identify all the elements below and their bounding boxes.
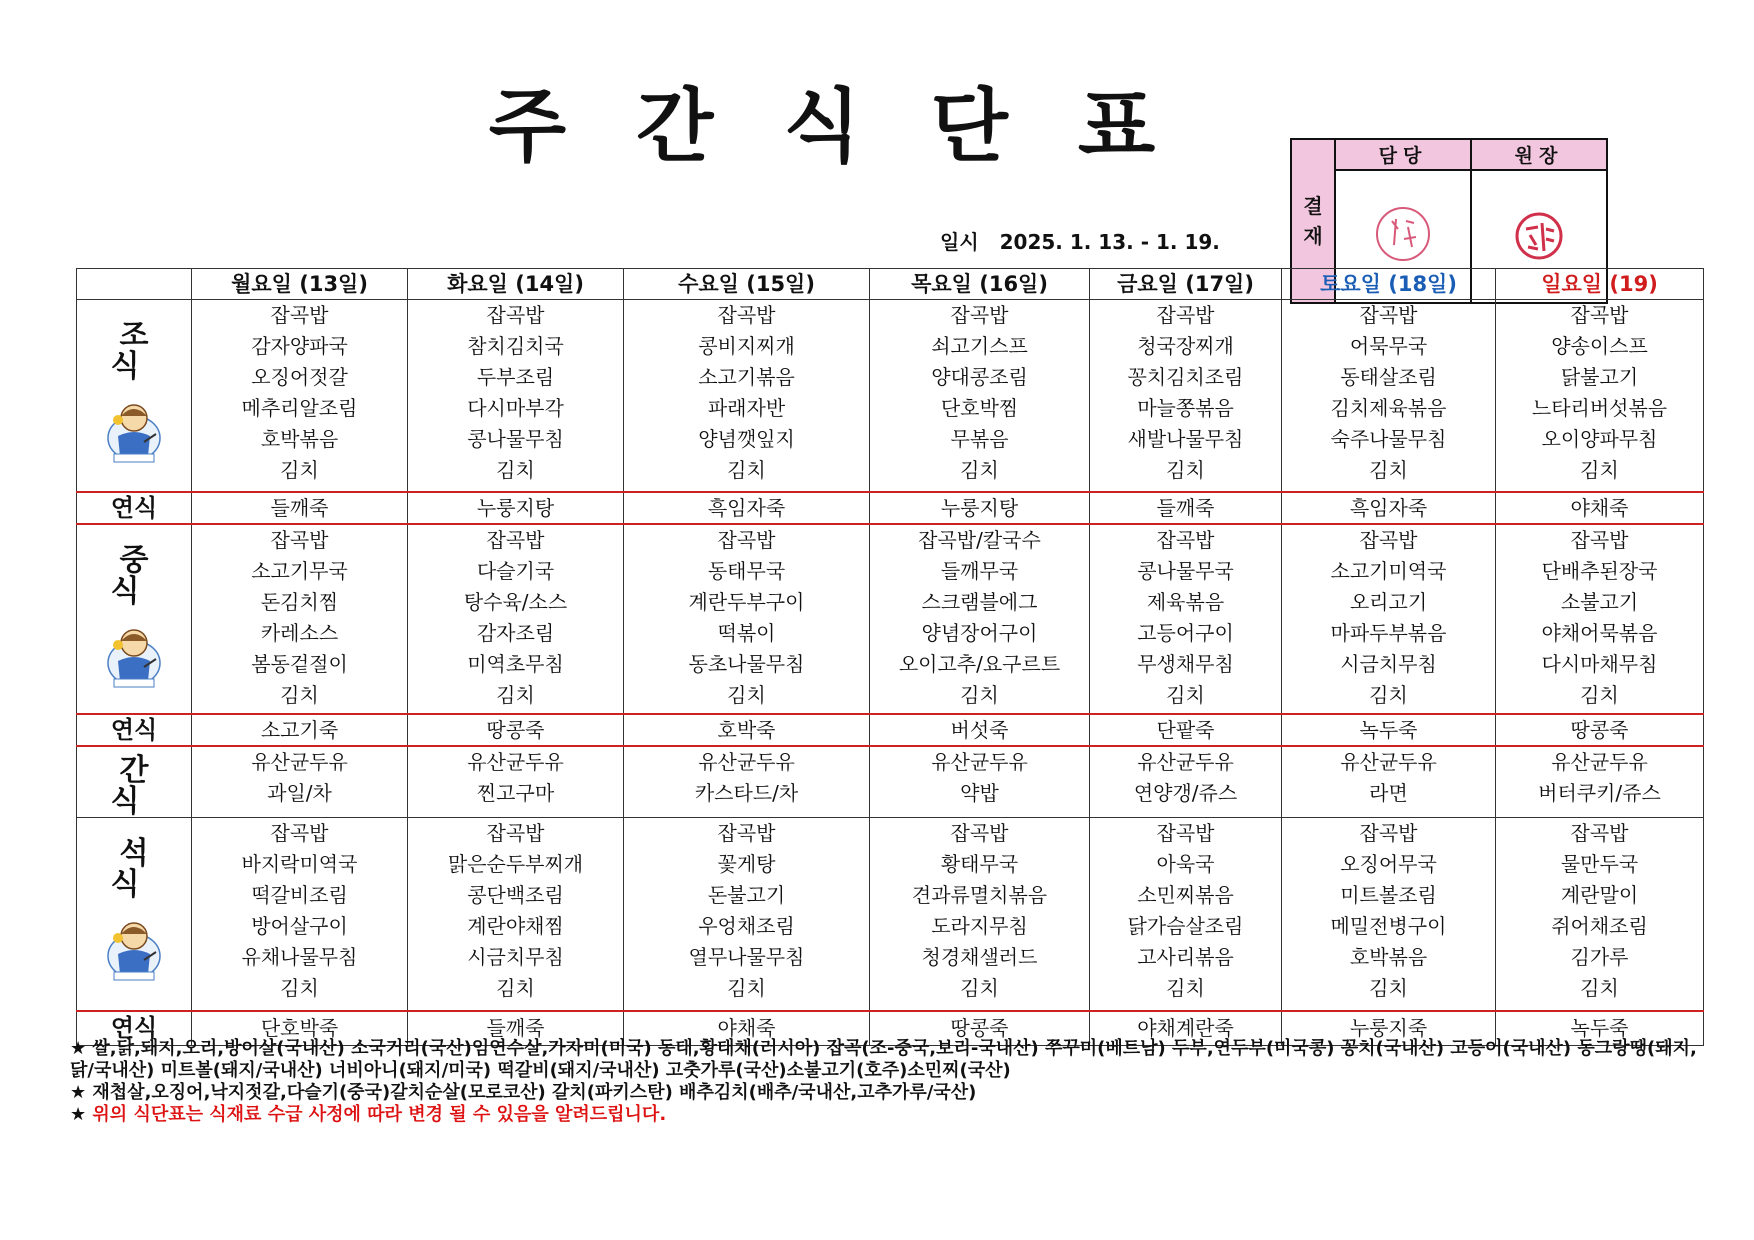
menu-item: 계란두부구이: [688, 589, 805, 614]
menu-item: 청경채샐러드: [921, 944, 1038, 969]
menu-item: 열무나물무침: [688, 944, 805, 969]
menu-item: 탕수육/소스: [463, 589, 568, 614]
menu-cell: [624, 817, 870, 1011]
meal-label: [77, 524, 192, 714]
menu-item: 약밥: [960, 780, 999, 805]
menu-item: 메밀전병구이: [1330, 913, 1447, 938]
menu-item: 잡곡밥: [1570, 303, 1629, 327]
page-title: 주간식단표: [488, 80, 1226, 173]
menu-item: 잡곡밥: [717, 820, 776, 845]
menu-item: 김치제육볶음: [1330, 396, 1447, 420]
menu-item: 잡곡밥: [486, 527, 545, 552]
menu-item: 과일/차: [267, 780, 332, 805]
meal-label-text: 조 식: [110, 318, 167, 384]
menu-cell: [1282, 300, 1496, 492]
menu-item: 김치: [496, 975, 535, 1000]
menu-item: 꽃게탕: [717, 851, 776, 876]
menu-item: 카스타드/차: [694, 780, 799, 805]
snack-item: 흑임자죽: [1349, 495, 1428, 520]
menu-item: 양념장어구이: [921, 620, 1038, 645]
menu-item: 연양갱/쥬스: [1133, 780, 1238, 805]
approval-header-director: 원장: [1471, 139, 1607, 170]
menu-item: 유산균두유: [698, 749, 795, 774]
menu-item: 미역초무침: [467, 651, 564, 676]
snack-cell: [1282, 714, 1496, 746]
meal-label: [77, 817, 192, 1011]
menu-item: 느타리버섯볶음: [1531, 396, 1668, 420]
menu-cell: [1090, 817, 1282, 1011]
menu-item: 콩나물무침: [467, 427, 564, 451]
menu-item: 김치: [1166, 975, 1205, 1000]
menu-item: 꽁치김치조림: [1127, 365, 1244, 389]
menu-item: 스크램블에그: [921, 589, 1038, 614]
menu-item: 잡곡밥: [270, 820, 329, 845]
menu-item: 계란말이: [1560, 882, 1639, 907]
menu-cell: [192, 817, 408, 1011]
menu-item: 단호박찜: [940, 396, 1019, 420]
menu-item: 버터쿠키/쥬스: [1538, 780, 1661, 805]
menu-item: 무생채무침: [1137, 651, 1234, 676]
meal-label-text: 중 식: [110, 542, 167, 609]
menu-item: 김치: [960, 682, 999, 707]
menu-cell: [1496, 746, 1704, 818]
menu-item: 메추리알조림: [241, 396, 358, 420]
menu-item: 오징어무국: [1340, 851, 1437, 876]
meal-label: [77, 300, 192, 492]
menu-item: 돈불고기: [707, 882, 786, 907]
menu-item: 김가루: [1570, 944, 1629, 969]
snack-cell: [1496, 492, 1704, 524]
snack-item: 땅콩죽: [1570, 717, 1629, 742]
menu-item: 김치: [960, 458, 999, 482]
day-header: 화요일 (14일): [408, 269, 624, 300]
menu-item: 잡곡밥: [1570, 527, 1629, 552]
menu-cell: [1282, 524, 1496, 714]
snack-item: 땅콩죽: [950, 1016, 1009, 1041]
menu-item: 소민찌볶음: [1137, 882, 1234, 907]
menu-item: 콩비지찌개: [698, 334, 795, 358]
menu-item: 김치: [1369, 975, 1408, 1000]
child-study-icon: [104, 398, 164, 470]
menu-item: 황태무국: [940, 851, 1019, 876]
approval-label: 결 재: [1291, 139, 1335, 303]
day-header: 수요일 (15일): [624, 269, 870, 300]
snack-item: 녹두죽: [1570, 1016, 1629, 1041]
menu-item: 다슬기국: [476, 558, 555, 583]
menu-cell: [870, 746, 1090, 818]
snack-cell: [192, 492, 408, 524]
menu-item: 잡곡밥: [1359, 527, 1418, 552]
meal-row-snack3: [77, 746, 1704, 818]
menu-item: 잡곡밥: [1156, 527, 1215, 552]
snack-item: 녹두죽: [1359, 717, 1418, 742]
menu-item: 김치: [1580, 682, 1619, 707]
snack-cell: [192, 714, 408, 746]
notes: [70, 1038, 1710, 1126]
menu-cell: [870, 300, 1090, 492]
snack-item: 버섯죽: [950, 717, 1009, 742]
menu-item: 소고기미역국: [1330, 558, 1447, 583]
snack-item: 들깨죽: [270, 495, 329, 520]
menu-item: 떡볶이: [717, 620, 776, 645]
seal-stamp-icon: [1504, 199, 1574, 269]
date-value: 2025. 1. 13. - 1. 19.: [999, 230, 1220, 254]
menu-item: 김치: [496, 682, 535, 707]
menu-item: 김치: [727, 975, 766, 1000]
menu-item: 마파두부볶음: [1330, 620, 1447, 645]
menu-item: 청국장찌개: [1137, 334, 1234, 358]
menu-item: 단배추된장국: [1541, 558, 1658, 583]
menu-cell: [192, 300, 408, 492]
menu-cell: [870, 817, 1090, 1011]
menu-item: 제육볶음: [1146, 589, 1225, 614]
menu-item: 무볶음: [950, 427, 1009, 451]
approval-header-manager: 담당: [1335, 139, 1471, 170]
menu-item: 잡곡밥: [950, 303, 1009, 327]
menu-item: 잡곡밥: [270, 303, 329, 327]
menu-item: 잡곡밥: [486, 303, 545, 327]
menu-item: 두부조림: [476, 365, 555, 389]
menu-cell: [1496, 817, 1704, 1011]
corner-cell: [77, 269, 192, 300]
child-study-icon: [104, 916, 164, 988]
snack-cell: [624, 492, 870, 524]
menu-cell: [1090, 746, 1282, 818]
snack-item: 들깨죽: [1156, 495, 1215, 520]
menu-item: 소고기무국: [251, 558, 348, 583]
menu-item: 쇠고기스프: [931, 334, 1028, 358]
menu-item: 김치: [1166, 682, 1205, 707]
menu-item: 동초나물무침: [688, 651, 805, 676]
snack-cell: [1090, 492, 1282, 524]
menu-cell: [624, 524, 870, 714]
snack-item: 단호박죽: [260, 1016, 339, 1041]
menu-cell: [624, 746, 870, 818]
menu-item: 야채어묵볶음: [1541, 620, 1658, 645]
menu-item: 오이양파무침: [1541, 427, 1658, 451]
snack-label: 연식: [77, 714, 192, 746]
menu-item: 호박볶음: [260, 427, 339, 451]
day-header: 목요일 (16일): [870, 269, 1090, 300]
menu-item: 다시마채무침: [1541, 651, 1658, 676]
menu-item: 양대콩조림: [931, 365, 1028, 389]
menu-cell: [624, 300, 870, 492]
menu-item: 잡곡밥: [1359, 820, 1418, 845]
snack-cell: [408, 492, 624, 524]
menu-cell: [1282, 746, 1496, 818]
menu-item: 돈김치찜: [260, 589, 339, 614]
menu-cell: [192, 746, 408, 818]
menu-cell: [408, 746, 624, 818]
menu-item: 아욱국: [1156, 851, 1215, 876]
menu-cell: [1090, 300, 1282, 492]
menu-cell: [870, 524, 1090, 714]
menu-item: 시금치무침: [1340, 651, 1437, 676]
menu-item: 참치김치국: [467, 334, 564, 358]
menu-item: 소고기볶음: [698, 365, 795, 389]
menu-item: 물만두국: [1560, 851, 1639, 876]
snack-item: 누룽지탕: [940, 495, 1019, 520]
menu-cell: [192, 524, 408, 714]
menu-item: 유산균두유: [1340, 749, 1437, 774]
menu-item: 감자조림: [476, 620, 555, 645]
menu-item: 시금치무침: [467, 944, 564, 969]
snack-item: 단팥죽: [1156, 717, 1215, 742]
seal-stamp-icon: [1368, 199, 1438, 269]
menu-cell: [408, 524, 624, 714]
snack-item: 호박죽: [717, 717, 776, 742]
menu-item: 오징어젓갈: [251, 365, 348, 389]
menu-item: 도라지무침: [931, 913, 1028, 938]
menu-item: 김치: [1369, 682, 1408, 707]
menu-item: 잡곡밥: [486, 820, 545, 845]
snack-cell: [1282, 492, 1496, 524]
menu-item: 잡곡밥: [717, 303, 776, 327]
snack-item: 땅콩죽: [486, 717, 545, 742]
snack-cell: [1496, 714, 1704, 746]
snack-label: 연식: [77, 492, 192, 524]
menu-item: 잡곡밥: [1156, 303, 1215, 327]
menu-item: 김치: [280, 458, 319, 482]
snack-label: 연식: [77, 1011, 192, 1045]
menu-item: 어묵무국: [1349, 334, 1428, 358]
menu-item: 동태무국: [707, 558, 786, 583]
day-header-row: [77, 269, 1704, 300]
menu-item: 유산균두유: [251, 749, 348, 774]
menu-item: 잡곡밥: [717, 527, 776, 552]
menu-cell: [1282, 817, 1496, 1011]
snack-item: 야채죽: [717, 1016, 776, 1041]
menu-item: 콩나물무국: [1137, 558, 1234, 583]
menu-item: 잡곡밥/칼국수: [918, 527, 1041, 552]
menu-item: 찐고구마: [476, 780, 555, 805]
child-study-icon: [104, 623, 164, 695]
snack-row-snack2: [77, 714, 1704, 746]
menu-item: 감자양파국: [251, 334, 348, 358]
menu-item: 파래자반: [707, 396, 786, 420]
menu-cell: [408, 300, 624, 492]
snack-item: 들깨죽: [486, 1016, 545, 1041]
meal-row-dinner: [77, 817, 1704, 1011]
snack-cell: [870, 714, 1090, 746]
menu-item: 카레소스: [260, 620, 339, 645]
meal-row-lunch: [77, 524, 1704, 714]
note-warning: ★ 위의 식단표는 식재료 수급 사정에 따라 변경 될 수 있음을 알려드립니다.: [70, 1104, 667, 1125]
menu-item: 오이고추/요구르트: [898, 651, 1061, 676]
menu-item: 미트볼조림: [1340, 882, 1437, 907]
note-origin-2: ★ 재첩살,오징어,낙지젓갈,다슬기(중국)갈치순살(모로코산) 갈치(파키스탄) 배추김치(배추/국내산,고추가루/국산): [70, 1082, 977, 1103]
menu-item: 잡곡밥: [270, 527, 329, 552]
menu-item: 숙주나물무침: [1330, 427, 1447, 451]
menu-item: 김치: [1166, 458, 1205, 482]
menu-item: 양념깻잎지: [698, 427, 795, 451]
menu-item: 다시마부각: [467, 396, 564, 420]
menu-item: 봄동겉절이: [251, 651, 348, 676]
meal-row-breakfast: [77, 300, 1704, 492]
menu-item: 마늘쫑볶음: [1137, 396, 1234, 420]
menu-item: 닭가슴살조림: [1127, 913, 1244, 938]
menu-item: 잡곡밥: [950, 820, 1009, 845]
menu-item: 우엉채조림: [698, 913, 795, 938]
menu-item: 김치: [727, 458, 766, 482]
weekly-menu-table: [76, 268, 1704, 1046]
menu-item: 유산균두유: [931, 749, 1028, 774]
snack-cell: [870, 492, 1090, 524]
menu-item: 김치: [280, 682, 319, 707]
menu-item: 동태살조림: [1340, 365, 1437, 389]
snack-item: 야채계란죽: [1137, 1016, 1234, 1041]
menu-item: 닭불고기: [1560, 365, 1639, 389]
snack-row-snack1: [77, 492, 1704, 524]
menu-cell: [1090, 524, 1282, 714]
menu-item: 잡곡밥: [1359, 303, 1418, 327]
menu-item: 김치: [960, 975, 999, 1000]
date-label: 일시: [940, 230, 979, 254]
meal-label-text: 간 식: [110, 752, 167, 819]
menu-item: 고등어구이: [1137, 620, 1234, 645]
menu-item: 계란야채찜: [467, 913, 564, 938]
menu-item: 김치: [280, 975, 319, 1000]
menu-item: 콩단백조림: [467, 882, 564, 907]
date-line: [940, 226, 1220, 255]
day-header: 월요일 (13일): [192, 269, 408, 300]
menu-cell: [1496, 300, 1704, 492]
snack-cell: [408, 714, 624, 746]
menu-item: 방어살구이: [251, 913, 348, 938]
day-header: 금요일 (17일): [1090, 269, 1282, 300]
menu-item: 떡갈비조림: [251, 882, 348, 907]
menu-item: 쥐어채조림: [1551, 913, 1648, 938]
menu-item: 맑은순두부찌개: [447, 851, 584, 876]
day-header: 토요일 (18일): [1282, 269, 1496, 300]
menu-item: 유채나물무침: [241, 944, 358, 969]
snack-cell: [1090, 714, 1282, 746]
meal-label: [77, 746, 192, 818]
menu-item: 소불고기: [1560, 589, 1639, 614]
menu-item: 잡곡밥: [1570, 820, 1629, 845]
snack-item: 소고기죽: [260, 717, 339, 742]
menu-item: 들깨무국: [940, 558, 1019, 583]
menu-item: 김치: [1580, 458, 1619, 482]
menu-item: 김치: [727, 682, 766, 707]
menu-item: 김치: [1369, 458, 1408, 482]
menu-cell: [408, 817, 624, 1011]
menu-item: 김치: [496, 458, 535, 482]
menu-item: 새발나물무침: [1127, 427, 1244, 451]
snack-cell: [624, 714, 870, 746]
snack-item: 누룽지탕: [476, 495, 555, 520]
snack-item: 누룽지죽: [1349, 1016, 1428, 1041]
menu-item: 김치: [1580, 975, 1619, 1000]
meal-label-text: 석 식: [110, 835, 167, 902]
snack-item: 흑임자죽: [707, 495, 786, 520]
menu-cell: [1496, 524, 1704, 714]
menu-item: 호박볶음: [1349, 944, 1428, 969]
snack-item: 야채죽: [1570, 495, 1629, 520]
menu-item: 바지락미역국: [241, 851, 358, 876]
menu-item: 고사리볶음: [1137, 944, 1234, 969]
menu-item: 유산균두유: [1137, 749, 1234, 774]
day-header: 일요일 (19): [1496, 269, 1704, 300]
menu-item: 유산균두유: [467, 749, 564, 774]
menu-item: 라면: [1369, 780, 1408, 805]
menu-item: 잡곡밥: [1156, 820, 1215, 845]
menu-item: 오리고기: [1349, 589, 1428, 614]
menu-item: 견과류멸치볶음: [911, 882, 1048, 907]
menu-item: 양송이스프: [1551, 334, 1648, 358]
menu-item: 유산균두유: [1551, 749, 1648, 774]
note-origin-1: ★ 쌀,닭,돼지,오리,방어살(국내산) 소국거리(국산)임연수살,가자미(미국) 동태,황태채(러시아) 잡곡(조-중국,보리-국내산) 쭈꾸미(베트남) 두부,연두부(미국콩) 꽁치(국내산) 고등어(국내산) 동그랑땡(돼지,닭/국내산) 미트볼(돼지/국내산) 너비아니(돼지/미국) 떡갈비(돼지/국내산) 고춧가루(국산)소불고기(호주)소민찌(국산): [70, 1038, 1697, 1081]
